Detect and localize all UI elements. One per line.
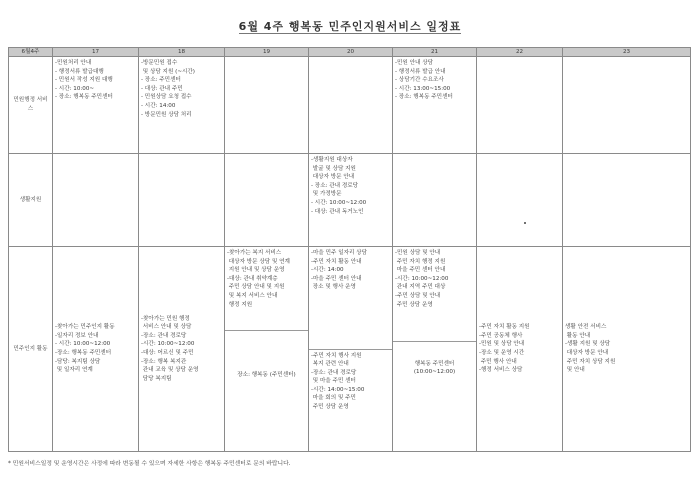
cell-split (393, 247, 477, 452)
header-day: 20 (309, 48, 393, 57)
cell-empty (309, 57, 393, 154)
cell-text: -방문민원 접수 및 상담 지원 (~시간) - 장소: 주민센터 - 대상: 관내 주민 - 민원상담 요청 접수 - 시간: 14:00 - 방문민원 상담 처리 (139, 57, 225, 154)
cell-text: -찾아가는 민원 행정 서비스 안내 및 상담 -장소: 관내 경로당 -시간: 10:00~12:00 -대상: 어르신 및 주민 -장소: 행복 복지관 관내 교육 및 상담 운영 담당 복지팀 (139, 247, 225, 452)
row-living-support (9, 154, 691, 247)
cell-empty (393, 154, 477, 247)
stray-dot (524, 222, 526, 224)
cell-text: -생활지원 대상자 발굴 및 상담 지원 대상자 방문 안내 - 장소: 관내 경로당 및 가정방문 - 시간: 10:00~12:00 - 대상: 관내 독거노인 (309, 154, 393, 247)
header-day: 21 (393, 48, 477, 57)
header-day: 19 (225, 48, 309, 57)
footer-note: * 민원서비스일정 및 운영시간은 사정에 따라 변동될 수 있으며 자세한 사항은 행복동 주민센터로 문의 바랍니다. (8, 461, 291, 467)
header-week: 6월4주 (9, 48, 53, 57)
cell-part: -주민 자치 행사 지원 복지 관련 안내 -장소: 관내 경로당 및 마을 주민 센터 -시간: 14:00~15:00 마을 회의 및 주민 주민 상담 운영 (311, 352, 365, 411)
header-day: 23 (563, 48, 691, 57)
cell-part: 장소: 행복동 (주민센터) (237, 371, 296, 378)
header-day: 18 (139, 48, 225, 57)
page-title: 6월 4주 행복동 민주인지원서비스 일정표 (238, 20, 462, 33)
cell-split (309, 247, 393, 452)
cell-text: 생활 안전 서비스 활동 안내 -생활 지원 및 상담 대상자 방문 안내 주민 자치 상담 지원 및 안내 (563, 247, 691, 452)
cell-text: -민원처리 안내 - 행정서류 발급대행 - 민원서 작성 지원 대행 - 시간: 10:00~ - 장소: 행복동 주민센터 (53, 57, 139, 154)
cell-empty (563, 57, 691, 154)
cell-empty (477, 154, 563, 247)
row-label: 생활지원 (9, 154, 53, 247)
cell-empty (53, 154, 139, 247)
cell-empty (139, 154, 225, 247)
cell-text: -찾아가는 민주인지 활동 -일자리 정보 안내 - 시간: 10:00~12:00 -장소: 행복동 주민센터 -담당: 복지팀 상담 및 일자리 연계 (53, 247, 139, 452)
row-civil-service (9, 57, 691, 154)
cell-part: -마을 민주 일자리 상담 -주민 자치 활동 안내 -시간: 14:00 -마을 주민 센터 안내 장소 및 행사 운영 (309, 247, 392, 350)
header-row (9, 48, 691, 57)
cell-empty (225, 154, 309, 247)
row-democracy-activity (9, 247, 691, 452)
header-day: 17 (53, 48, 139, 57)
header-day: 22 (477, 48, 563, 57)
cell-empty (225, 57, 309, 154)
cell-text: -주민 자치 활동 지원 -주민 공동체 행사 -민원 및 상담 안내 -장소 및 운영 시간 주민 행사 안내 -행정 서비스 상담 (477, 247, 563, 452)
schedule-table (8, 47, 691, 452)
cell-text: -민원 안내 상담 - 행정서류 발급 안내 - 상담기간 수요조사 - 시간: 13:00~15:00 - 장소: 행복동 주민센터 (393, 57, 477, 154)
row-label: 민원행정 서비스 (9, 57, 53, 154)
cell-part: -민원 상담 및 안내 주민 자치 행정 지원 마을 주민 센터 안내 -시간: 10:00~12:00 관내 지역 주민 대상 -주민 상담 및 안내 주민 상담 운영 (393, 247, 476, 342)
cell-part: -찾아가는 복지 서비스 대상자 방문 상담 및 연계 지원 안내 및 상담 운영 -대상: 관내 취약계층 주민 상담 안내 및 지원 및 복지 서비스 안내 행정 지원 (225, 247, 308, 331)
cell-part: 행복동 주민센터 (10:00~12:00) (413, 360, 456, 376)
row-label: 민주인지 활동 (9, 247, 53, 452)
cell-split (225, 247, 309, 452)
cell-empty (477, 57, 563, 154)
cell-empty (563, 154, 691, 247)
